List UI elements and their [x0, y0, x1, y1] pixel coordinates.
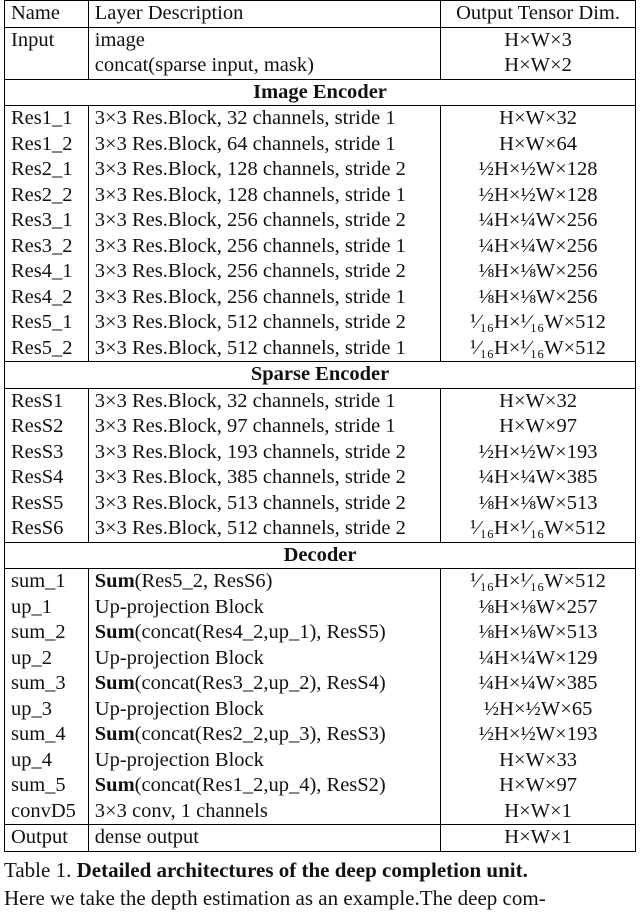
layer-name: Res4_2 — [5, 285, 89, 311]
layer-name: convD5 — [5, 799, 89, 825]
layer-name: Res1_2 — [5, 132, 89, 158]
caption-line-1 — [4, 856, 640, 884]
layer-description: concat(sparse input, mask) — [88, 53, 440, 79]
layer-description: 3×3 conv, 1 channels — [88, 799, 440, 825]
layer-description — [88, 620, 440, 646]
output-tensor-dim: ¹⁄₁₆H×¹⁄₁₆W×512 — [441, 336, 636, 362]
table-row — [5, 27, 636, 53]
image-encoder-section-label: Image Encoder — [5, 79, 636, 106]
layer-description: 3×3 Res.Block, 256 channels, stride 2 — [88, 259, 440, 285]
output-tensor-dim: H×W×64 — [441, 132, 636, 158]
layer-description: 3×3 Res.Block, 32 channels, stride 1 — [88, 106, 440, 132]
layer-name: Res3_1 — [5, 208, 89, 234]
layer-name: ResS2 — [5, 414, 89, 440]
layer-description — [88, 722, 440, 748]
layer-name: Res2_2 — [5, 183, 89, 209]
layer-description: 3×3 Res.Block, 512 channels, stride 2 — [88, 516, 440, 542]
output-tensor-dim: ¼H×¼W×385 — [441, 465, 636, 491]
output-tensor-dim: H×W×1 — [441, 799, 636, 825]
layer-description-text: (concat(Res3_2,up_2), ResS4) — [134, 672, 386, 694]
layer-name: sum_1 — [5, 569, 89, 595]
table-row — [5, 53, 636, 79]
layer-description: 3×3 Res.Block, 256 channels, stride 1 — [88, 234, 440, 260]
layer-name: Res4_1 — [5, 259, 89, 285]
table-row — [5, 799, 636, 825]
output-tensor-dim: ¼H×¼W×256 — [441, 234, 636, 260]
output-tensor-dim: ½H×½W×128 — [441, 157, 636, 183]
caption-title: Detailed architectures of the deep completion unit. — [76, 858, 528, 882]
output-tensor-dim: ⅛H×⅛W×256 — [441, 285, 636, 311]
caption-label: Table 1. — [4, 858, 72, 882]
sum-op-label: Sum — [94, 570, 135, 592]
layer-name: up_1 — [5, 595, 89, 621]
decoder-section-label: Decoder — [5, 542, 636, 569]
table-row — [5, 620, 636, 646]
layer-name: ResS6 — [5, 516, 89, 542]
output-tensor-dim: H×W×33 — [441, 748, 636, 774]
sparse-encoder-section — [5, 362, 636, 389]
layer-name: sum_3 — [5, 671, 89, 697]
layer-description-text: (concat(Res4_2,up_1), ResS5) — [134, 621, 386, 643]
output-tensor-dim: ⅛H×⅛W×513 — [441, 620, 636, 646]
caption-line-2: Here we take the depth estimation as an example.The deep com- — [4, 886, 546, 910]
layer-description-text: (concat(Res1_2,up_4), ResS2) — [134, 774, 386, 796]
table-row — [5, 106, 636, 132]
output-tensor-dim: ⅛H×⅛W×256 — [441, 259, 636, 285]
layer-description: 3×3 Res.Block, 512 channels, stride 1 — [88, 336, 440, 362]
image-encoder-section — [5, 79, 636, 106]
table-row — [5, 310, 636, 336]
output-tensor-dim: ¹⁄₁₆H×¹⁄₁₆W×512 — [441, 310, 636, 336]
output-tensor-dim: ½H×½W×65 — [441, 697, 636, 723]
table-row — [5, 414, 636, 440]
layer-description: 3×3 Res.Block, 128 channels, stride 2 — [88, 157, 440, 183]
output-tensor-dim: H×W×97 — [441, 414, 636, 440]
sum-op-label: Sum — [94, 723, 135, 745]
layer-description — [88, 773, 440, 799]
table-row — [5, 259, 636, 285]
output-tensor-dim: ¼H×¼W×385 — [441, 671, 636, 697]
layer-name: sum_4 — [5, 722, 89, 748]
table-row — [5, 157, 636, 183]
layer-name: Input — [5, 27, 89, 53]
table-row — [5, 336, 636, 362]
layer-description — [88, 569, 440, 595]
layer-description: 3×3 Res.Block, 513 channels, stride 2 — [88, 491, 440, 517]
layer-name: ResS5 — [5, 491, 89, 517]
header-output-tensor-dim: Output Tensor Dim. — [441, 1, 636, 28]
layer-description: 3×3 Res.Block, 64 channels, stride 1 — [88, 132, 440, 158]
table-row — [5, 748, 636, 774]
table-row — [5, 491, 636, 517]
layer-name: Res5_1 — [5, 310, 89, 336]
output-tensor-dim: H×W×3 — [441, 27, 636, 53]
output-tensor-dim: ½H×½W×193 — [441, 440, 636, 466]
layer-name: up_2 — [5, 646, 89, 672]
table-row — [5, 234, 636, 260]
layer-name: Output — [5, 825, 89, 852]
layer-description — [88, 671, 440, 697]
layer-name: up_3 — [5, 697, 89, 723]
output-tensor-dim: H×W×32 — [441, 106, 636, 132]
table-row — [5, 516, 636, 542]
layer-name: up_4 — [5, 748, 89, 774]
layer-description: Up-projection Block — [88, 595, 440, 621]
sum-op-label: Sum — [94, 774, 135, 796]
output-tensor-dim: ⅛H×⅛W×257 — [441, 595, 636, 621]
architecture-table — [4, 0, 636, 852]
layer-description: 3×3 Res.Block, 128 channels, stride 1 — [88, 183, 440, 209]
layer-description: 3×3 Res.Block, 385 channels, stride 2 — [88, 465, 440, 491]
layer-description: Up-projection Block — [88, 646, 440, 672]
table-row — [5, 646, 636, 672]
output-tensor-dim: H×W×2 — [441, 53, 636, 79]
table-row — [5, 722, 636, 748]
table-row — [5, 285, 636, 311]
output-tensor-dim: ½H×½W×128 — [441, 183, 636, 209]
table-row — [5, 697, 636, 723]
layer-description-text: (Res5_2, ResS6) — [134, 570, 273, 592]
table-row — [5, 440, 636, 466]
output-tensor-dim: ¹⁄₁₆H×¹⁄₁₆W×512 — [441, 516, 636, 542]
layer-description: 3×3 Res.Block, 256 channels, stride 1 — [88, 285, 440, 311]
decoder-section — [5, 542, 636, 569]
output-row — [5, 825, 636, 852]
header-layer-description: Layer Description — [88, 1, 440, 28]
layer-description: image — [88, 27, 440, 53]
layer-description: Up-projection Block — [88, 697, 440, 723]
layer-description: 3×3 Res.Block, 256 channels, stride 2 — [88, 208, 440, 234]
output-tensor-dim: ½H×½W×193 — [441, 722, 636, 748]
sum-op-label: Sum — [94, 672, 135, 694]
table-row — [5, 569, 636, 595]
layer-name: Res3_2 — [5, 234, 89, 260]
layer-description: 3×3 Res.Block, 512 channels, stride 2 — [88, 310, 440, 336]
layer-name: Res5_2 — [5, 336, 89, 362]
header-name: Name — [5, 1, 89, 28]
table-row — [5, 183, 636, 209]
architecture-table-body — [5, 1, 636, 852]
layer-name: ResS3 — [5, 440, 89, 466]
layer-description: dense output — [88, 825, 440, 852]
output-tensor-dim: ⅛H×⅛W×513 — [441, 491, 636, 517]
layer-description-text: (concat(Res2_2,up_3), ResS3) — [134, 723, 386, 745]
table-row — [5, 388, 636, 414]
layer-name: ResS1 — [5, 388, 89, 414]
table-row — [5, 132, 636, 158]
layer-name: ResS4 — [5, 465, 89, 491]
table-row — [5, 671, 636, 697]
sparse-encoder-section-label: Sparse Encoder — [5, 362, 636, 389]
table-caption — [4, 856, 640, 912]
layer-name: Res1_1 — [5, 106, 89, 132]
table-row — [5, 465, 636, 491]
layer-name: Res2_1 — [5, 157, 89, 183]
table-row — [5, 595, 636, 621]
layer-description: 3×3 Res.Block, 32 channels, stride 1 — [88, 388, 440, 414]
layer-description: Up-projection Block — [88, 748, 440, 774]
output-tensor-dim: ¹⁄₁₆H×¹⁄₁₆W×512 — [441, 569, 636, 595]
layer-name: sum_5 — [5, 773, 89, 799]
layer-name — [5, 53, 89, 79]
sum-op-label: Sum — [94, 621, 135, 643]
table-row — [5, 208, 636, 234]
output-tensor-dim: H×W×1 — [441, 825, 636, 852]
output-tensor-dim: H×W×97 — [441, 773, 636, 799]
table-row — [5, 773, 636, 799]
layer-name: sum_2 — [5, 620, 89, 646]
output-tensor-dim: H×W×32 — [441, 388, 636, 414]
table-header-row — [5, 1, 636, 28]
output-tensor-dim: ¼H×¼W×129 — [441, 646, 636, 672]
layer-description: 3×3 Res.Block, 97 channels, stride 1 — [88, 414, 440, 440]
layer-description: 3×3 Res.Block, 193 channels, stride 2 — [88, 440, 440, 466]
output-tensor-dim: ¼H×¼W×256 — [441, 208, 636, 234]
